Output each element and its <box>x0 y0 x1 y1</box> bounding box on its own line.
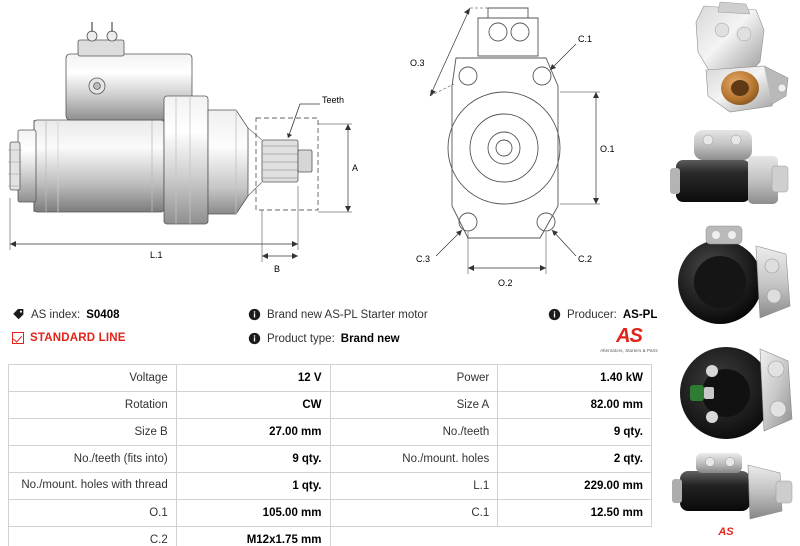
as-index-value: S0408 <box>86 308 120 321</box>
standard-line-row <box>12 332 126 344</box>
spec-value: 1.40 kW <box>498 365 652 392</box>
spec-value: 229.00 mm <box>498 473 652 500</box>
spec-key: No./teeth (fits into) <box>9 446 177 473</box>
spec-value: 12.50 mm <box>498 500 652 527</box>
table-row <box>9 365 652 392</box>
product-photo-2[interactable] <box>660 120 800 220</box>
spec-empty-cell <box>330 527 498 546</box>
spec-value: 2 qty. <box>498 446 652 473</box>
table-row <box>9 419 652 446</box>
spec-key: No./mount. holes <box>330 446 498 473</box>
product-info-bar <box>0 300 660 362</box>
spec-key: No./mount. holes with thread <box>9 473 177 500</box>
brand-row <box>248 308 428 321</box>
spec-key: C.1 <box>330 500 498 527</box>
product-photo-3[interactable] <box>660 220 800 335</box>
spec-value: 12 V <box>176 365 330 392</box>
spec-empty-cell <box>498 527 652 546</box>
standard-line-label: STANDARD LINE <box>30 332 126 344</box>
spec-value: 105.00 mm <box>176 500 330 527</box>
spec-key: Rotation <box>9 392 177 419</box>
specifications-table <box>8 364 652 546</box>
producer-value: AS-PL <box>622 308 658 321</box>
table-row <box>9 446 652 473</box>
spec-value: 1 qty. <box>176 473 330 500</box>
spec-key: O.1 <box>9 500 177 527</box>
as-index-label: AS index: <box>31 308 81 321</box>
spec-value: 27.00 mm <box>176 419 330 446</box>
info-icon <box>548 308 561 321</box>
spec-key: L.1 <box>330 473 498 500</box>
producer-label: Producer: <box>567 308 617 321</box>
spec-key: C.2 <box>9 527 177 546</box>
spec-key: Size B <box>9 419 177 446</box>
label-dim-c1: C.1 <box>578 34 593 44</box>
spec-value: CW <box>176 392 330 419</box>
product-type-value: Brand new <box>340 332 400 345</box>
spec-key: Power <box>330 365 498 392</box>
brand-text: Brand new AS-PL Starter motor <box>267 308 428 321</box>
label-teeth: Teeth <box>322 95 345 105</box>
product-photo-column <box>660 0 800 546</box>
table-row <box>9 392 652 419</box>
product-type-row <box>248 332 400 345</box>
product-photo-5[interactable] <box>660 445 800 546</box>
as-pl-logo-watermark: AS <box>718 526 734 538</box>
info-icon <box>248 332 261 345</box>
spec-value: M12x1.75 mm <box>176 527 330 546</box>
starter-front-view-drawing <box>370 0 660 296</box>
tag-icon <box>12 308 25 321</box>
label-dim-o1: O.1 <box>600 144 615 154</box>
spec-key: Voltage <box>9 365 177 392</box>
label-dim-b: B <box>274 264 281 274</box>
as-index-row <box>12 308 120 321</box>
as-pl-logo-text: AS <box>616 325 642 347</box>
label-dim-c2: C.2 <box>578 254 593 264</box>
as-pl-logo <box>600 326 658 353</box>
info-icon <box>248 308 261 321</box>
table-row <box>9 473 652 500</box>
spec-key: No./teeth <box>330 419 498 446</box>
spec-value: 9 qty. <box>498 419 652 446</box>
product-type-label: Product type: <box>267 332 335 345</box>
technical-drawings <box>0 0 660 296</box>
label-dim-o3: O.3 <box>410 58 425 68</box>
starter-side-view-drawing <box>0 0 370 296</box>
table-row <box>9 527 652 546</box>
label-dim-c3: C.3 <box>416 254 431 264</box>
check-icon <box>12 332 24 344</box>
label-dim-o2: O.2 <box>498 278 513 288</box>
table-row <box>9 500 652 527</box>
spec-value: 9 qty. <box>176 446 330 473</box>
product-photo-1[interactable] <box>660 0 800 120</box>
label-dim-l1: L.1 <box>150 250 163 260</box>
spec-key: Size A <box>330 392 498 419</box>
label-dim-a: A <box>352 163 359 173</box>
spec-value: 82.00 mm <box>498 392 652 419</box>
as-pl-logo-subtext: Alternators, Starters & Parts <box>600 348 658 353</box>
product-photo-4[interactable] <box>660 335 800 445</box>
producer-row <box>548 308 657 321</box>
